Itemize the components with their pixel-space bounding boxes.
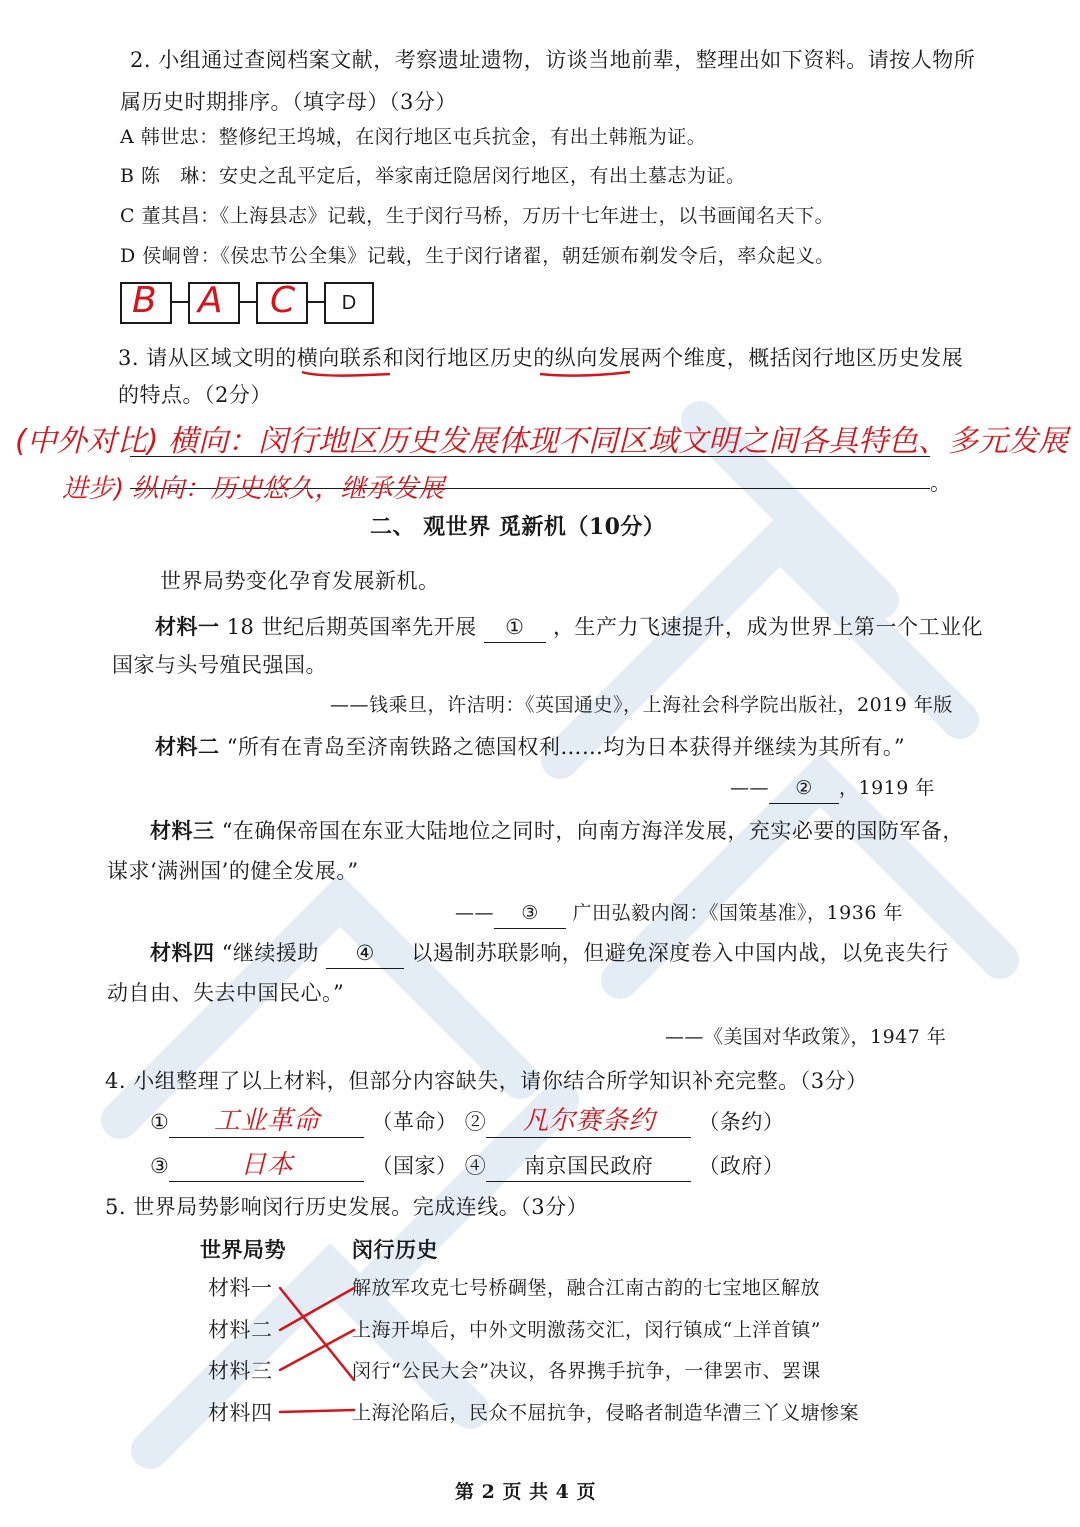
blank-type: （条约） (698, 1110, 785, 1134)
material-text: “在确保帝国在东亚大陆地位之同时，向南方海洋发展，充实必要的国防军备， (221, 819, 964, 843)
pen-underline (300, 366, 640, 380)
right-item-4[interactable]: 上海沦陷后，民众不屈抗争，侵略者制造华漕三丫义塘惨案 (352, 1402, 860, 1424)
order-box-4: D (324, 282, 374, 324)
material-label: 材料一 (155, 614, 220, 639)
left-item-1[interactable]: 材料一 (208, 1276, 273, 1300)
handwritten-answer: B (132, 280, 157, 321)
material-text: 以遏制苏联影响，但避免深度卷入中国内战，以免丧失行 (411, 941, 949, 965)
answer-blank-1[interactable] (169, 1106, 364, 1138)
material-1-source: ——钱乘旦，许洁明：《英国通史》，上海社会科学院出版社，2019 年版 (330, 694, 953, 716)
material-4-line2: 动自由、失去中国民心。” (107, 981, 345, 1005)
q3-stem-line1: 3. 请从区域文明的横向联系和闵行地区历史的纵向发展两个维度，概括闵行地区历史发展 (118, 346, 964, 370)
blank-type: （政府） (698, 1154, 785, 1178)
material-2 (155, 732, 905, 762)
q2-stem-line1: 2. 小组通过查阅档案文献，考察遗址遗物，访谈当地前辈，整理出如下资料。请按人物所 (130, 48, 976, 72)
q3-stem-line2: 的特点。（2分） (118, 383, 272, 407)
material-label: 材料二 (155, 734, 220, 759)
q2-option-a: A 韩世忠：整修纪王坞城，在闵行地区屯兵抗金，有出土韩瓶为证。 (120, 126, 707, 148)
material-3 (150, 816, 964, 846)
right-item-1[interactable]: 解放军攻克七号桥碉堡，融合江南古韵的七宝地区解放 (352, 1277, 821, 1299)
q2-option-b: B 陈 琳：安史之乱平定后，举家南迁隐居闵行地区，有出土墓志为证。 (120, 165, 746, 187)
handwritten-answer-line2: 进步) 纵向：历史悠久，继承发展 (62, 474, 445, 504)
blank-1: ① (484, 612, 546, 643)
connector-line (238, 301, 256, 303)
page-footer: 第 2 页 共 4 页 (455, 1481, 597, 1503)
material-text: 18 世纪后期英国率先开展 (226, 615, 477, 639)
material-text: “所有在青岛至济南铁路之德国权利……均为日本获得并继续为其所有。” (226, 735, 906, 759)
left-item-3[interactable]: 材料三 (208, 1359, 273, 1383)
answer-blank-2[interactable] (486, 1106, 691, 1138)
connector-line (170, 301, 188, 303)
handwritten-answer-line1: (中外对比) 横向：闵行地区历史发展体现不同区域文明之间各具特色、多元发展 (15, 424, 1068, 459)
blank-type: （革命） (371, 1110, 458, 1134)
left-item-4[interactable]: 材料四 (208, 1401, 273, 1425)
q5-stem: 5. 世界局势影响闵行历史发展。完成连线。（3分） (105, 1195, 589, 1219)
blank-3: ③ (494, 898, 566, 929)
column-right-header: 闵行历史 (352, 1237, 438, 1262)
blank-number: ① (150, 1110, 170, 1134)
q4-stem: 4. 小组整理了以上材料，但部分内容缺失，请你结合所学知识补充完整。（3分） (105, 1069, 868, 1093)
source-text: 广田弘毅内阁：《国策基准》，1936 年 (572, 902, 903, 924)
material-1-line2: 国家与头号殖民强国。 (112, 653, 327, 677)
material-1 (155, 612, 983, 643)
order-box-3[interactable] (256, 282, 308, 324)
material-label: 材料三 (150, 818, 215, 843)
q3-period: 。 (930, 471, 952, 495)
match-line-4-to-4 (280, 1410, 354, 1412)
handwritten-answer: 凡尔赛条约 (522, 1106, 655, 1136)
material-text: ，生产力飞速提升，成为世界上第一个工业化 (552, 615, 983, 639)
answer-blank-3[interactable] (169, 1150, 364, 1182)
section-intro: 世界局势变化孕育发展新机。 (160, 569, 440, 593)
material-label: 材料四 (150, 940, 215, 965)
left-item-2[interactable]: 材料二 (208, 1318, 273, 1342)
connector-line (306, 301, 324, 303)
section-title: 二、 观世界 觅新机（10分） (370, 514, 666, 540)
column-left-header: 世界局势 (200, 1237, 286, 1262)
material-2-source: —— ② ，1919 年 (730, 773, 935, 804)
match-line-2-to-1 (280, 1288, 354, 1330)
handwritten-answer: 工业革命 (213, 1106, 320, 1136)
q2-option-d: D 侯峒曾：《侯忠节公全集》记载，生于闵行诸翟，朝廷颁布剃发令后，率众起义。 (120, 245, 835, 267)
order-box-2[interactable] (188, 282, 240, 324)
blank-2: ② (769, 773, 839, 804)
source-year: ，1919 年 (839, 777, 935, 799)
right-item-2[interactable]: 上海开埠后，中外文明激荡交汇，闵行镇成“上洋首镇” (352, 1319, 821, 1341)
handwritten-answer: C (270, 280, 296, 321)
answer-blank-4: 南京国民政府 (486, 1151, 691, 1182)
right-item-3[interactable]: 闵行“公民大会”决议，各界携手抗争，一律罢市、罢课 (352, 1360, 821, 1382)
match-line-3-to-2 (280, 1330, 354, 1370)
handwritten-answer: 日本 (240, 1150, 294, 1180)
blank-number: ② (464, 1110, 487, 1134)
match-line-1-to-3 (280, 1288, 354, 1380)
matching-lines (270, 1270, 370, 1420)
handwritten-answer: A (198, 280, 223, 321)
q2-option-c: C 董其昌：《上海县志》记载，生于闵行马桥，万历十七年进士，以书画闻名天下。 (120, 205, 835, 227)
blank-number: ③ (150, 1154, 170, 1178)
q4-row-2 (150, 1150, 784, 1182)
blank-number: ④ (464, 1154, 487, 1178)
q2-stem-line2: 属历史时期排序。（填字母）（3分） (120, 90, 457, 114)
order-box-1[interactable] (120, 282, 172, 324)
material-text: “继续援助 (221, 941, 319, 965)
material-3-source: —— ③ 广田弘毅内阁：《国策基准》，1936 年 (455, 898, 903, 929)
material-3-line2: 谋求‘满洲国’的健全发展。” (107, 859, 359, 883)
q4-row-1 (150, 1106, 784, 1138)
blank-4: ④ (326, 938, 404, 969)
material-4-source: ——《美国对华政策》，1947 年 (665, 1026, 947, 1048)
blank-type: （国家） (371, 1154, 458, 1178)
material-4 (150, 938, 949, 969)
